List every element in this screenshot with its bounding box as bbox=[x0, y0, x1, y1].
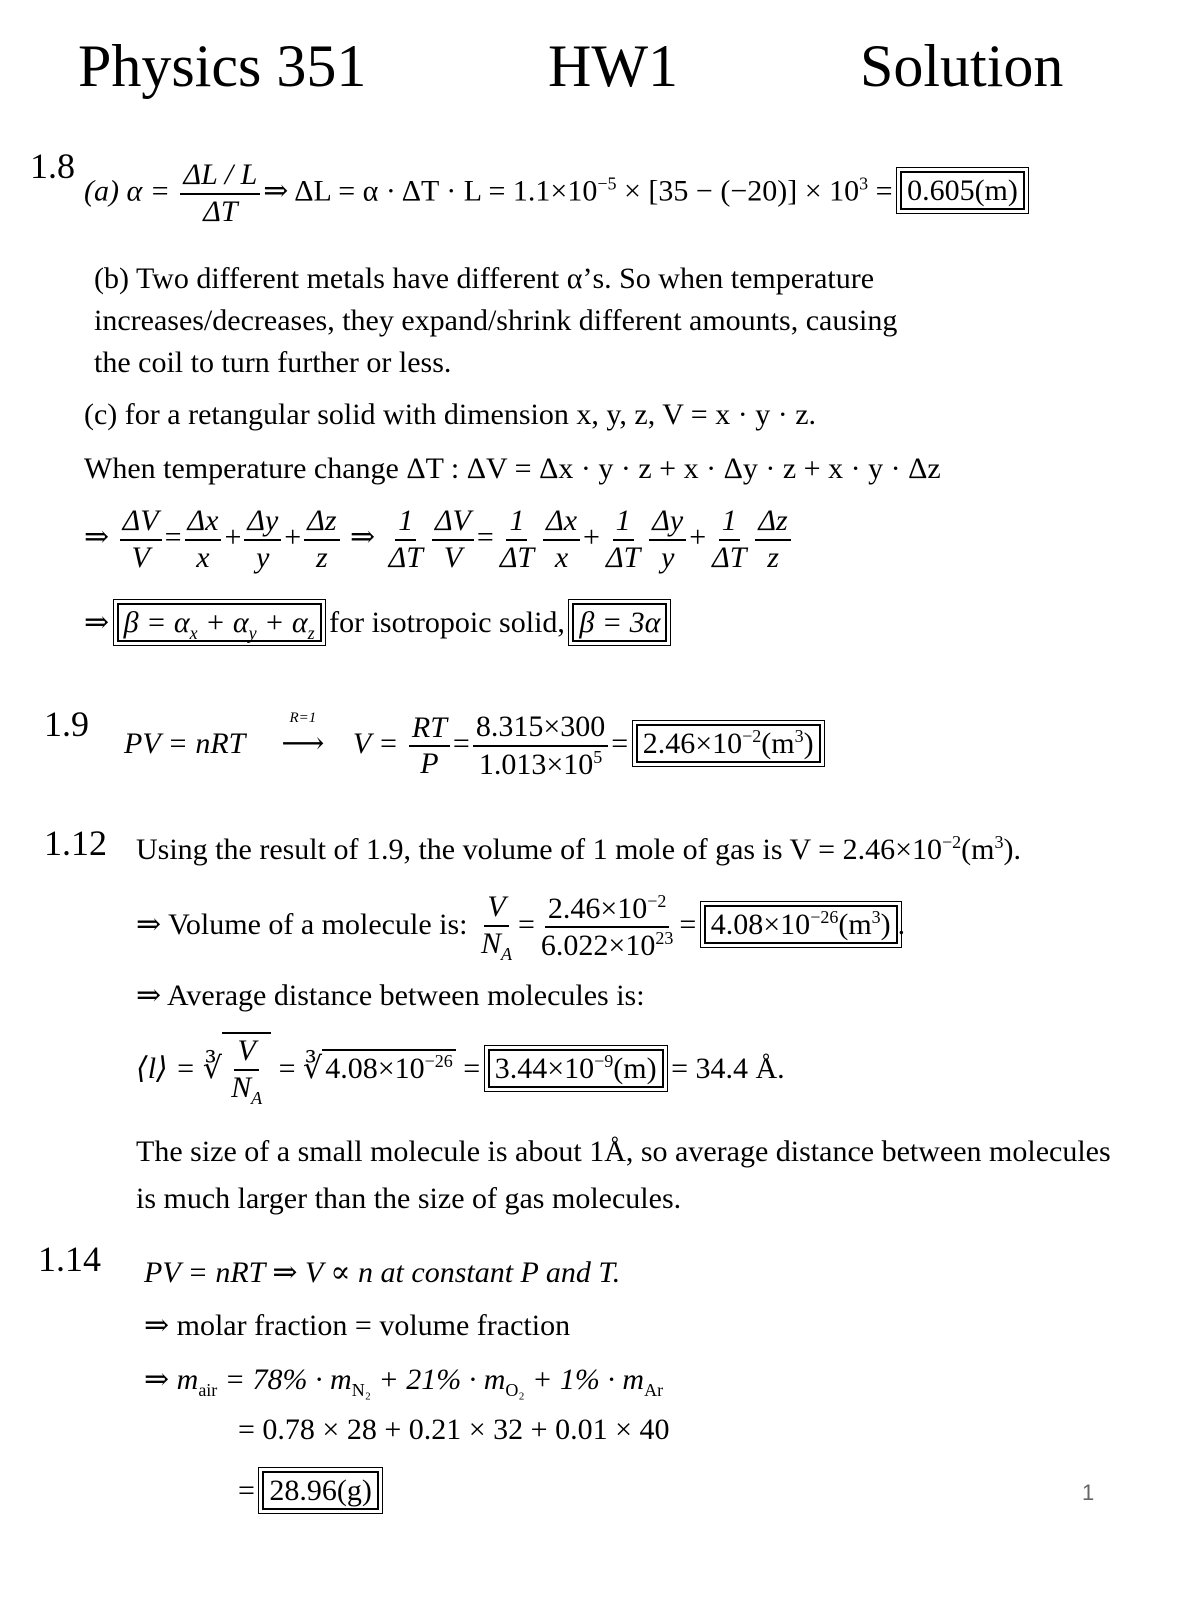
answer-1-12-distance bbox=[488, 1049, 664, 1088]
frac-num bbox=[545, 891, 670, 929]
den-exp: 5 bbox=[593, 746, 603, 767]
frac-num: Δy bbox=[649, 504, 686, 541]
frac-den: y bbox=[256, 540, 270, 574]
frac-den: ΔT bbox=[712, 540, 747, 574]
frac-den: z bbox=[316, 540, 328, 574]
problem-1-8-a-equation bbox=[84, 158, 1025, 229]
frac-dx-x-2 bbox=[543, 504, 580, 575]
frac-1-dt-3 bbox=[603, 504, 643, 575]
problem-1-12-number: 1.12 bbox=[44, 823, 107, 863]
frac-numeric bbox=[473, 710, 608, 782]
part-b-line-3: the coil to turn further or less. bbox=[94, 346, 452, 379]
equals: = bbox=[238, 1474, 255, 1507]
part-b-line-2: increases/decreases, they expand/shrink different amounts, causing bbox=[94, 304, 898, 337]
sub-o2: O₂ bbox=[505, 1380, 525, 1400]
page-number: 1 bbox=[1082, 1480, 1095, 1505]
ans-unit: (m bbox=[838, 907, 872, 941]
equals: = bbox=[868, 174, 893, 208]
frac-den bbox=[538, 928, 676, 964]
alpha-denominator: ΔT bbox=[203, 194, 238, 228]
p114-line-3 bbox=[144, 1362, 663, 1401]
p112-size-line-1: The size of a small molecule is about 1Å, so average distance between molecules bbox=[136, 1135, 1111, 1168]
cube-root-sign-2: ∛ bbox=[303, 1051, 323, 1085]
frac-1-dt-4 bbox=[709, 504, 749, 575]
frac-den: z bbox=[767, 540, 779, 574]
frac-den: x bbox=[554, 540, 569, 574]
exp-3: 3 bbox=[859, 173, 869, 194]
part-b-line-1: (b) Two different metals have different α’s. So when temperature bbox=[94, 262, 875, 295]
p114-line-5 bbox=[238, 1474, 379, 1508]
line1-unit: (m bbox=[961, 833, 995, 866]
p112-distance-line: ⟨l⟩ = ∛ $\frac{V}{N_A}$ = ∛ $4.08\times 10^{-26} = 3.44\times 10^{-9}(m) = 34.4$ Å. bbox=[136, 1034, 785, 1108]
beta-expr-z: + α bbox=[256, 606, 308, 639]
problem-1-9-equation: PV = nRT R=1 ⟶ V = $\frac{RT}{P}$ = $\frac{8.315\times 300}{1.013\times 10^5}$ = $2.46\times 10^{-2}(m^3)$ bbox=[124, 710, 821, 782]
problem-1-14-number: 1.14 bbox=[38, 1239, 101, 1279]
den-base: 6.022×10 bbox=[540, 929, 656, 963]
ans-unit-exp: 3 bbox=[871, 906, 881, 927]
ans-exp: −26 bbox=[810, 906, 839, 927]
na-base: N bbox=[480, 926, 501, 960]
volume-eq: V = bbox=[352, 726, 399, 760]
frac-dv-v bbox=[120, 504, 162, 575]
problem-1-9-number: 1.9 bbox=[44, 704, 89, 744]
ans-close: ) bbox=[803, 726, 814, 760]
answer-1-9 bbox=[636, 724, 821, 763]
line1-unit-exp: 3 bbox=[994, 832, 1004, 852]
frac-num: V bbox=[234, 1034, 258, 1071]
part-c-result-line bbox=[84, 605, 667, 644]
isotropic-text: for isotropoic solid, bbox=[329, 606, 565, 639]
answer-1-12-volume bbox=[704, 905, 898, 944]
ans-unit-exp: 3 bbox=[794, 725, 804, 746]
p112-size-line-2: is much larger than the size of gas molecules. bbox=[136, 1182, 682, 1215]
part-c-derivative-line: ⇒ $\frac{\Delta V}{V}$ = $\frac{\Delta x}{x}$ + $\frac{\Delta y}{y}$ + $\frac{\Delta z}{z}$ ⇒ $\frac{1}{\Delta T}$ $\frac{\Delta V}{V}$ = $\frac{1}{\Delta T}$ $\frac{\Delta x}{x}$ + $\frac{1}{\Delta T}$ $\frac{\Delta y}{y}$ + $\frac{1}{\Delta T}$ $\frac{\Delta z}{z}$ bbox=[84, 504, 794, 575]
frac-den: P bbox=[420, 747, 439, 780]
line1-exp: −2 bbox=[942, 832, 962, 852]
frac-num: V bbox=[484, 890, 508, 927]
cbrt-numeric bbox=[322, 1049, 456, 1086]
beta-expr: β = α bbox=[123, 606, 190, 639]
ans-close: ) bbox=[880, 907, 891, 941]
frac-den: ΔT bbox=[605, 540, 641, 574]
arrow-label: R=1 bbox=[289, 709, 317, 726]
beta-iso-box: β = 3α bbox=[572, 603, 667, 642]
alpha-numerator: ΔL / L bbox=[180, 158, 260, 195]
ideal-gas-law: PV = nRT bbox=[124, 726, 246, 760]
frac-1-dt-2 bbox=[497, 504, 537, 575]
sub-air: air bbox=[198, 1380, 218, 1400]
m-symbol: ⇒ m bbox=[144, 1363, 199, 1396]
frac-v-na bbox=[478, 890, 515, 964]
exp-neg5: −5 bbox=[597, 173, 617, 194]
delta-l-chain: ⇒ ΔL = α · ΔT · L = 1.1×10 bbox=[263, 174, 598, 208]
ar-term: + 1% · m bbox=[524, 1363, 645, 1396]
sub-ar: Ar bbox=[644, 1380, 664, 1400]
frac-vol-numeric bbox=[538, 891, 676, 964]
part-c-line-2: When temperature change ΔT : ΔV = Δx · y · z + x · Δy · z + x · y · Δz bbox=[84, 452, 941, 485]
frac-den: $N_A$ bbox=[231, 1070, 263, 1108]
den-base: 1.013×10 bbox=[478, 747, 594, 781]
problem-1-8-number: 1.8 bbox=[30, 146, 75, 186]
beta-expr-y: + α bbox=[197, 606, 249, 639]
frac-num: 8.315×300 bbox=[473, 710, 608, 747]
o2-term: + 21% · m bbox=[370, 1363, 506, 1396]
sub-n2: N₂ bbox=[351, 1380, 371, 1400]
frac-num: Δy bbox=[244, 504, 281, 541]
answer-1-14: 28.96(g) bbox=[262, 1471, 378, 1510]
frac-num: Δz bbox=[304, 504, 339, 541]
p112-line-1 bbox=[136, 832, 1021, 867]
angstrom-result: = 34.4 Å. bbox=[671, 1051, 785, 1085]
implies-arrow: ⇒ bbox=[350, 520, 376, 554]
p114-line-2: ⇒ molar fraction = volume fraction bbox=[144, 1309, 571, 1342]
p114-line-1: PV = nRT ⇒ V ∝ n at constant P and T. bbox=[144, 1256, 621, 1289]
frac-den: ΔT bbox=[388, 540, 423, 574]
frac-den: y bbox=[661, 540, 675, 574]
line1-close: ). bbox=[1003, 833, 1021, 866]
ans-base: 3.44×10 bbox=[494, 1051, 595, 1085]
solution-title: Solution bbox=[860, 33, 1064, 99]
implies-arrow: ⇒ bbox=[84, 520, 110, 554]
frac-dx-x bbox=[185, 504, 222, 575]
volume-label: ⇒ Volume of a molecule is: bbox=[136, 907, 468, 941]
part-a-label: (a) bbox=[84, 174, 119, 208]
ans-base: 2.46×10 bbox=[642, 726, 743, 760]
frac-num: Δz bbox=[755, 504, 790, 541]
frac-dy-y bbox=[244, 504, 281, 575]
part-c-line-1: (c) for a retangular solid with dimension x, y, z, V = x · y · z. bbox=[84, 398, 817, 431]
frac-num: RT bbox=[409, 711, 450, 748]
answer-1-8-a: 0.605(m) bbox=[900, 171, 1025, 210]
num-base: 2.46×10 bbox=[547, 891, 648, 925]
den-exp: 23 bbox=[655, 928, 674, 949]
ans-exp: −9 bbox=[594, 1050, 614, 1071]
frac-num: 1 bbox=[506, 504, 527, 541]
implies-arrow: ⇒ bbox=[84, 606, 110, 639]
frac-num: ΔV bbox=[120, 504, 162, 541]
cbrt-v-na bbox=[222, 1032, 271, 1108]
frac-dz-z bbox=[304, 504, 339, 575]
frac-num: Δx bbox=[185, 504, 222, 541]
frac-den: V bbox=[443, 540, 463, 574]
na-base: N bbox=[231, 1070, 252, 1104]
cbrt-base: 4.08×10 bbox=[325, 1051, 425, 1085]
frac-den: x bbox=[196, 540, 210, 574]
beta-result-box: $\beta = \alpha_x + \alpha_y + \alpha_z$ bbox=[117, 603, 322, 642]
p112-average-label: ⇒ Average distance between molecules is: bbox=[136, 979, 645, 1012]
line1-text: Using the result of 1.9, the volume of 1 mole of gas is V = 2.46×10 bbox=[136, 833, 942, 866]
frac-num: 1 bbox=[719, 504, 740, 541]
n2-term: = 78% · m bbox=[217, 1363, 352, 1396]
frac-num: Δx bbox=[543, 504, 580, 541]
frac-den: ΔT bbox=[499, 540, 535, 574]
ans-unit: (m) bbox=[613, 1051, 657, 1085]
cube-root-sign: ∛ bbox=[203, 1051, 223, 1085]
frac-den: $N_A$ bbox=[480, 926, 512, 964]
frac-dy-y-2 bbox=[649, 504, 686, 575]
mean-distance-lhs: ⟨l⟩ = bbox=[136, 1051, 196, 1085]
frac-den bbox=[476, 747, 605, 783]
ans-exp: −2 bbox=[742, 725, 762, 746]
r-equals-1-arrow: R=1 ⟶ bbox=[253, 726, 353, 761]
frac-num: 1 bbox=[395, 504, 416, 541]
frac-1-dt bbox=[386, 504, 426, 575]
alpha-fraction bbox=[180, 158, 260, 229]
assignment-title: HW1 bbox=[548, 33, 678, 99]
p114-line-4: = 0.78 × 28 + 0.21 × 32 + 0.01 × 40 bbox=[238, 1413, 670, 1446]
cbrt-exp: −26 bbox=[424, 1050, 453, 1071]
p112-volume-line: ⇒ Volume of a molecule is: $\frac{V}{N_A}$ = $\frac{2.46\times 10^{-2}}{6.022\times 10^{23}}$ = $4.08\times 10^{-26}(m^3)$ . bbox=[136, 890, 906, 964]
alpha-def: α = bbox=[126, 174, 170, 208]
course-title: Physics 351 bbox=[78, 33, 367, 99]
frac-num: ΔV bbox=[432, 504, 474, 541]
frac-den: V bbox=[131, 540, 150, 574]
ans-unit: (m bbox=[761, 726, 795, 760]
frac-dv-v-2 bbox=[432, 504, 474, 575]
num-exp: −2 bbox=[647, 890, 667, 911]
frac-num: 1 bbox=[613, 504, 634, 541]
frac-rt-p bbox=[409, 711, 450, 782]
frac-v-na-2 bbox=[228, 1034, 265, 1108]
ans-base: 4.08×10 bbox=[710, 907, 811, 941]
temp-range: × [35 − (−20)] × 10 bbox=[616, 174, 860, 208]
frac-dz-z-2 bbox=[755, 504, 790, 575]
